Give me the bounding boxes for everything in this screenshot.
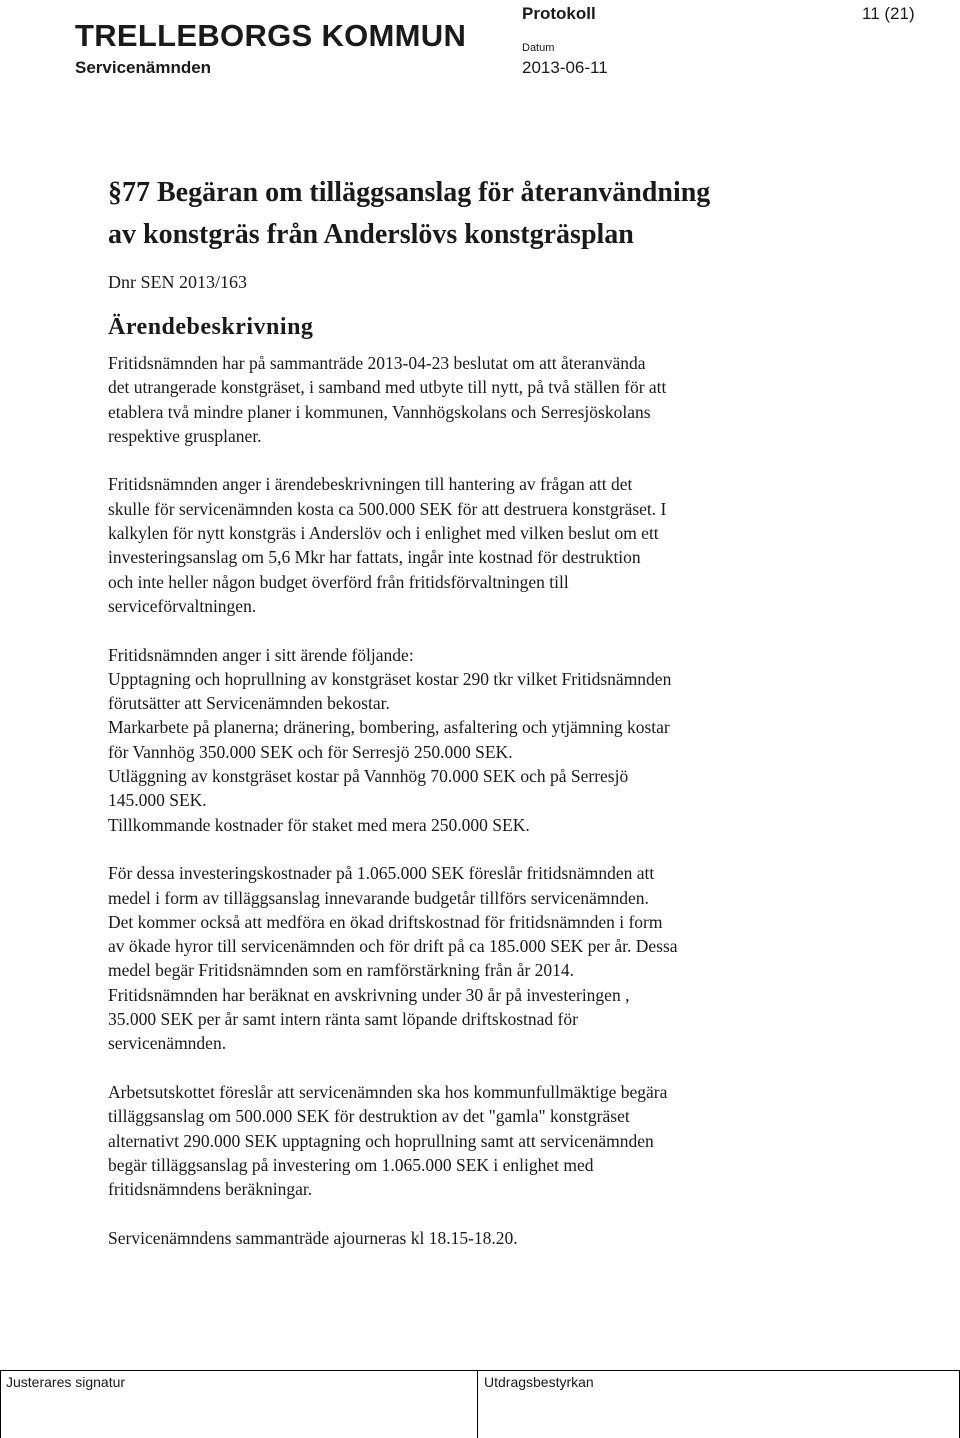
section-title [108, 172, 908, 256]
text-line: begär tilläggsanslag på investering om 1.065.000 SEK i enlighet med [108, 1154, 594, 1175]
text-line: respektive grusplaner. [108, 425, 262, 446]
committee-name: Servicenämnden [75, 58, 212, 77]
text-line: Servicenämndens sammanträde ajourneras kl 18.15-18.20. [108, 1227, 518, 1248]
text-line: förutsätter att Servicenämnden bekostar. [108, 693, 390, 714]
certification-label: Utdragsbestyrkan [484, 1374, 594, 1390]
section-title-line: §77 Begäran om tilläggsanslag för återanvändning [108, 177, 711, 208]
text-line: skulle för servicenämnden kosta ca 500.000 SEK för att destruera konstgräset. I [108, 498, 667, 519]
text-line: serviceförvaltningen. [108, 595, 257, 616]
text-line: medel begär Fritidsnämnden som en ramförstärkning från år 2014. [108, 960, 575, 981]
text-line: investeringsanslag om 5,6 Mkr har fattats, ingår inte kostnad för destruktion [108, 547, 641, 568]
text-line: 35.000 SEK per år samt intern ränta samt löpande driftskostnad för [108, 1009, 578, 1030]
text-line: och inte heller någon budget överförd från fritidsförvaltningen till [108, 571, 569, 592]
text-line: 145.000 SEK. [108, 790, 207, 811]
date-value: 2013-06-11 [522, 58, 608, 77]
text-line: fritidsnämndens beräkningar. [108, 1179, 313, 1200]
body-text [108, 351, 908, 1274]
text-line: Utläggning av konstgräset kostar på Vannhög 70.000 SEK och på Serresjö [108, 766, 629, 787]
section-title-line: av konstgräs från Anderslövs konstgräsplan [108, 219, 634, 250]
paragraph [108, 861, 908, 1055]
paragraph [108, 472, 908, 618]
text-line: Fritidsnämnden anger i ärendebeskrivningen till hantering av frågan att det [108, 474, 633, 495]
text-line: kalkylen för nytt konstgräs i Anderslöv och i enlighet med vilken beslut om ett [108, 523, 659, 544]
paragraph [108, 1080, 908, 1201]
text-line: medel i form av tilläggsanslag innevarande budgetår tillförs servicenämnden. [108, 887, 649, 908]
text-line: Tillkommande kostnader för staket med mera 250.000 SEK. [108, 814, 530, 835]
footer-divider [0, 1370, 1, 1438]
text-line: det utrangerade konstgräset, i samband med utbyte till nytt, på två ställen för att [108, 377, 667, 398]
footer-divider [477, 1370, 478, 1438]
paragraph [108, 351, 908, 448]
text-line: För dessa investeringskostnader på 1.065.000 SEK föreslår fritidsnämnden att [108, 863, 655, 884]
document-type: Protokoll [522, 4, 596, 23]
text-line: servicenämnden. [108, 1033, 227, 1054]
date-label: Datum [522, 42, 555, 54]
case-number: Dnr SEN 2013/163 [108, 272, 247, 292]
text-line: Upptagning och hoprullning av konstgräset kostar 290 tkr vilket Fritidsnämnden [108, 668, 672, 689]
signature-label: Justerares signatur [6, 1374, 126, 1390]
text-line: Fritidsnämnden anger i sitt ärende följande: [108, 644, 414, 665]
footer-rule [0, 1370, 960, 1371]
paragraph [108, 643, 908, 837]
text-line: tilläggsanslag om 500.000 SEK för destruktion av det "gamla" konstgräset [108, 1106, 630, 1127]
text-line: Fritidsnämnden har på sammanträde 2013-04-23 beslutat om att återanvända [108, 353, 646, 373]
text-line: alternativt 290.000 SEK upptagning och hoprullning samt att servicenämnden [108, 1130, 654, 1151]
page-number: 11 (21) [862, 4, 915, 23]
text-line: etablera två mindre planer i kommunen, Vannhögskolans och Serresjöskolans [108, 401, 651, 422]
subheading: Ärendebeskrivning [108, 314, 314, 340]
text-line: av ökade hyror till servicenämnden och för drift på ca 185.000 SEK per år. Dessa [108, 936, 678, 957]
paragraph [108, 1226, 908, 1250]
text-line: Arbetsutskottet föreslår att servicenämnden ska hos kommunfullmäktige begära [108, 1081, 668, 1102]
text-line: Fritidsnämnden har beräknat en avskrivning under 30 år på investeringen , [108, 984, 630, 1005]
text-line: Det kommer också att medföra en ökad driftskostnad för fritidsnämnden i form [108, 911, 663, 932]
text-line: för Vannhög 350.000 SEK och för Serresjö 250.000 SEK. [108, 741, 513, 762]
organization-name: TRELLEBORGS KOMMUN [75, 18, 467, 53]
text-line: Markarbete på planerna; dränering, bombering, asfaltering och ytjämning kostar [108, 717, 670, 738]
